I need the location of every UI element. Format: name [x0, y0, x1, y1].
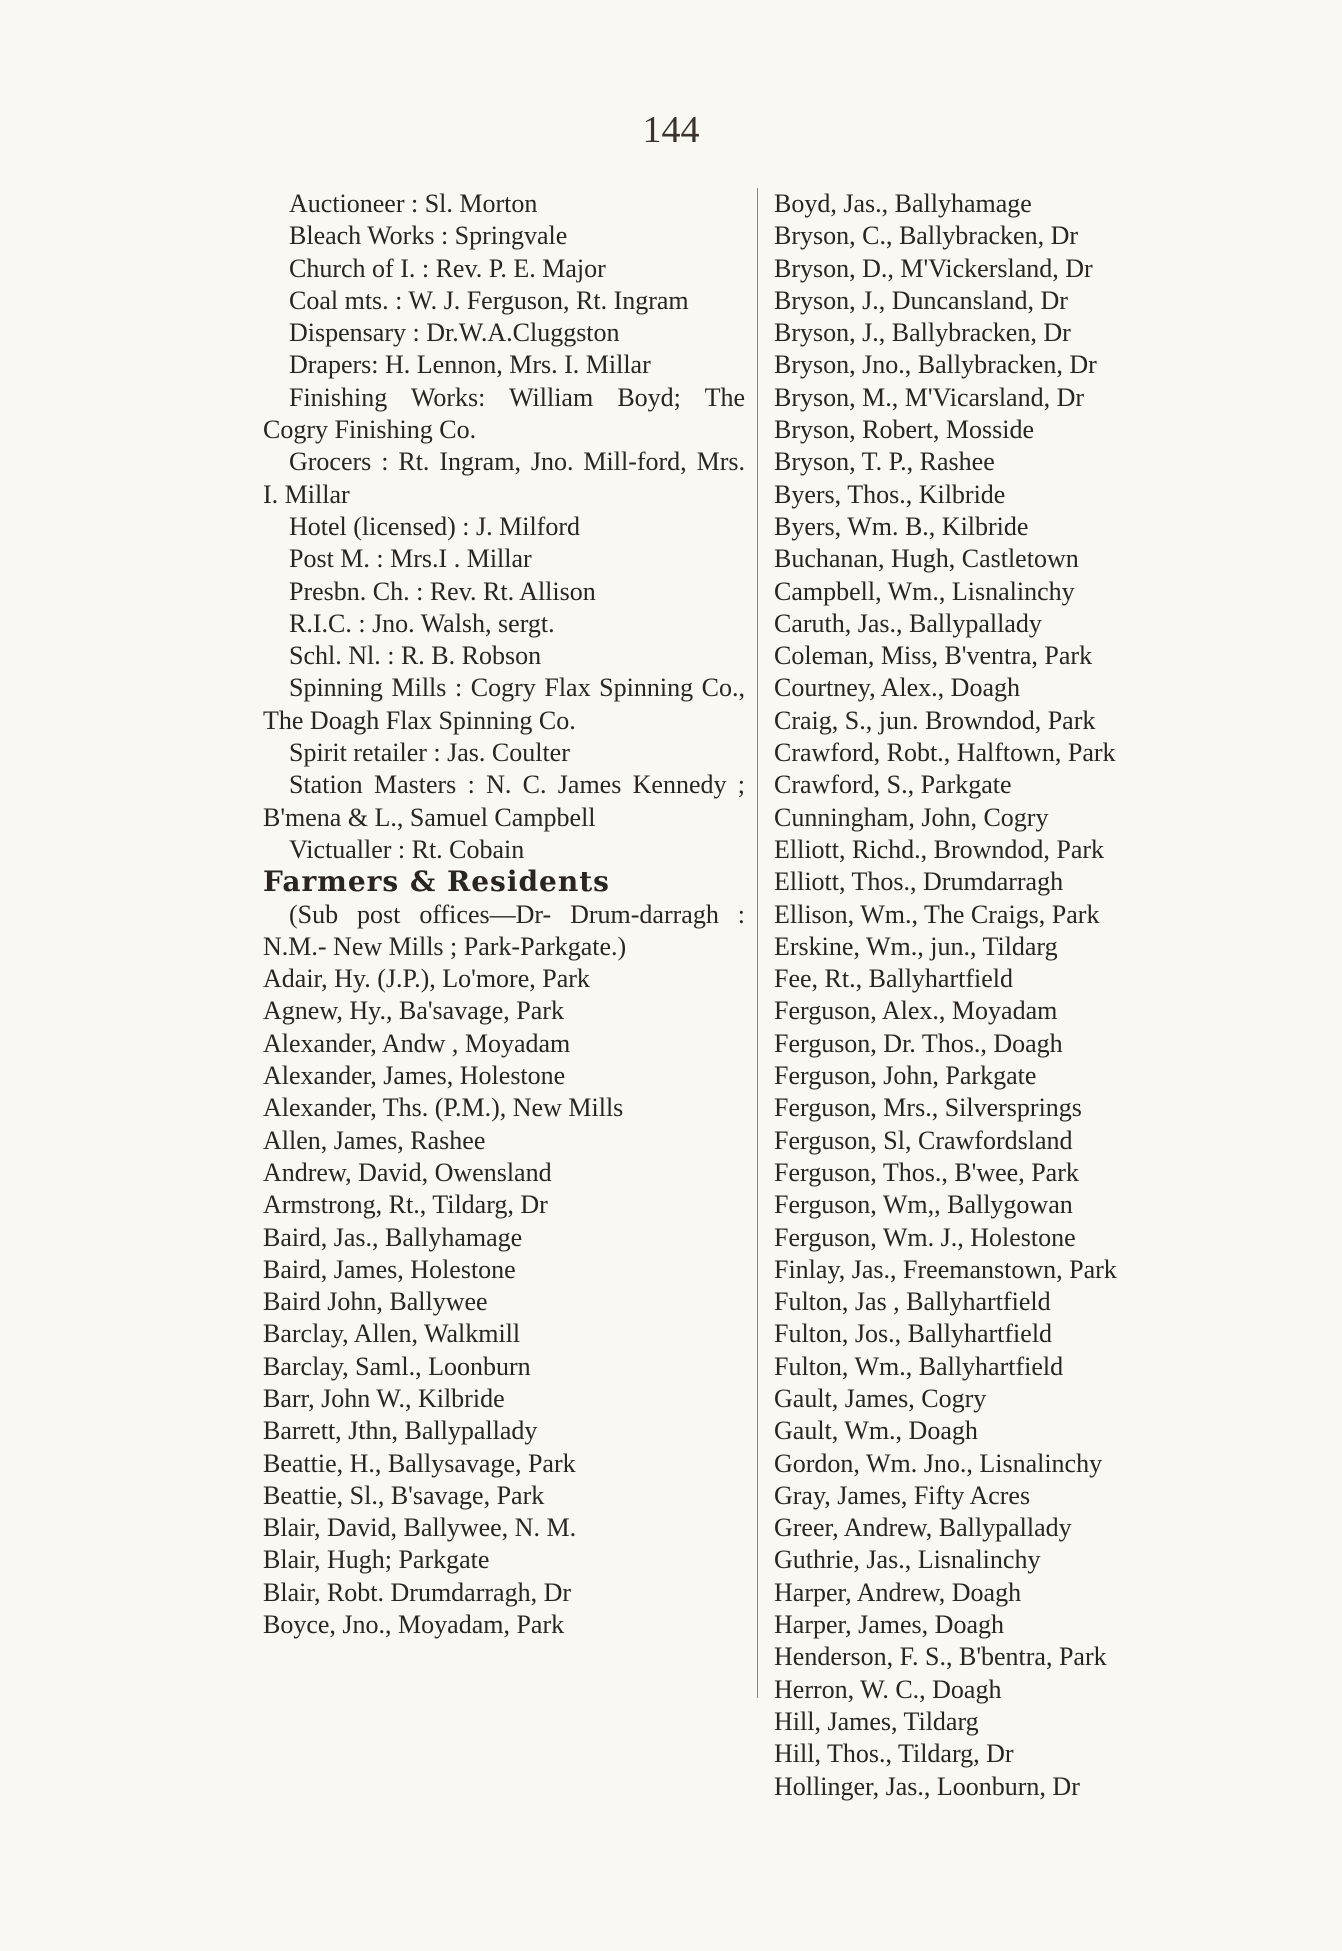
resident-entry: Henderson, F. S., B'bentra, Park [774, 1642, 1107, 1672]
resident-entry: Cunningham, John, Cogry [774, 802, 1049, 832]
resident-entry: Courtney, Alex., Doagh [774, 673, 1020, 703]
resident-entry: Fee, Rt., Ballyhartfield [774, 964, 1014, 994]
trade-entry: Spirit retailer : Jas. Coulter [289, 738, 570, 768]
resident-entry: Hollinger, Jas., Loonburn, Dr [774, 1771, 1080, 1801]
resident-entry: Greer, Andrew, Ballypallady [774, 1513, 1072, 1543]
column-divider [757, 188, 758, 1698]
resident-entry: Byers, Thos., Kilbride [774, 479, 1006, 509]
resident-entry: Ellison, Wm., The Craigs, Park [774, 899, 1100, 929]
trades-list [263, 188, 745, 866]
resident-entry: Bryson, Jno., Ballybracken, Dr [774, 350, 1097, 380]
trade-entry: Spinning Mills : Cogry Flax Spinning Co., The Doagh Flax Spinning Co. [263, 673, 745, 735]
resident-entry: Armstrong, Rt., Tildarg, Dr [263, 1190, 548, 1220]
resident-entry: Blair, Hugh; Parkgate [263, 1545, 490, 1575]
resident-entry: Agnew, Hy., Ba'savage, Park [263, 996, 564, 1026]
resident-entry: Adair, Hy. (J.P.), Lo'more, Park [263, 964, 590, 994]
resident-entry: Fulton, Wm., Ballyhartfield [774, 1351, 1064, 1381]
resident-entry: Crawford, S., Parkgate [774, 770, 1012, 800]
right-column [774, 188, 1329, 1803]
resident-entry: Finlay, Jas., Freemanstown, Park [774, 1254, 1117, 1284]
trade-entry: Station Masters : N. C. James Kennedy ; B'mena & L., Samuel Campbell [263, 770, 745, 832]
section-note: (Sub post offices—Dr- Drum-darragh : N.M.- New Mills ; Park-Parkgate.) [263, 899, 745, 961]
resident-entry: Gordon, Wm. Jno., Lisnalinchy [774, 1448, 1103, 1478]
trade-entry: Coal mts. : W. J. Ferguson, Rt. Ingram [289, 285, 689, 315]
resident-entry: Ferguson, Wm,, Ballygowan [774, 1190, 1073, 1220]
resident-entry: Ferguson, Alex., Moyadam [774, 996, 1058, 1026]
resident-entry: Alexander, Ths. (P.M.), New Mills [263, 1093, 624, 1123]
resident-entry: Ferguson, Wm. J., Holestone [774, 1222, 1076, 1252]
resident-entry: Campbell, Wm., Lisnalinchy [774, 576, 1075, 606]
trade-entry: Presbn. Ch. : Rev. Rt. Allison [289, 576, 596, 606]
resident-entry: Gray, James, Fifty Acres [774, 1480, 1031, 1510]
resident-entry: Gault, James, Cogry [774, 1383, 987, 1413]
trade-entry: Grocers : Rt. Ingram, Jno. Mill-ford, Mrs. I. Millar [263, 447, 745, 509]
trade-entry: Bleach Works : Springvale [289, 221, 568, 251]
resident-entry: Barrett, Jthn, Ballypallady [263, 1416, 538, 1446]
trade-entry: Auctioneer : Sl. Morton [289, 189, 538, 218]
page-number: 144 [642, 109, 700, 151]
trade-entry: Drapers: H. Lennon, Mrs. I. Millar [289, 350, 651, 380]
resident-entry: Boyd, Jas., Ballyhamage [774, 189, 1032, 218]
resident-entry: Baird, James, Holestone [263, 1254, 516, 1284]
resident-entry: Andrew, David, Owensland [263, 1157, 552, 1187]
trade-entry: Dispensary : Dr.W.A.Cluggston [289, 318, 620, 348]
resident-entry: Barr, John W., Kilbride [263, 1383, 505, 1413]
resident-entry: Ferguson, Dr. Thos., Doagh [774, 1028, 1063, 1058]
resident-entry: Ferguson, Mrs., Silversprings [774, 1093, 1082, 1123]
left-column [263, 188, 745, 1641]
resident-entry: Ferguson, Thos., B'wee, Park [774, 1157, 1079, 1187]
resident-entry: Craig, S., jun. Browndod, Park [774, 705, 1096, 735]
resident-entry: Alexander, James, Holestone [263, 1061, 566, 1091]
resident-entry: Coleman, Miss, B'ventra, Park [774, 641, 1093, 671]
resident-entry: Bryson, D., M'Vickersland, Dr [774, 253, 1093, 283]
trade-entry: Church of I. : Rev. P. E. Major [289, 253, 606, 283]
trade-entry: Hotel (licensed) : J. Milford [289, 511, 580, 541]
resident-entry: Hill, James, Tildarg [774, 1706, 979, 1736]
resident-entry: Fulton, Jas , Ballyhartfield [774, 1287, 1051, 1317]
resident-entry: Allen, James, Rashee [263, 1125, 486, 1155]
resident-entry: Bryson, T. P., Rashee [774, 447, 995, 477]
resident-entry: Bryson, J., Ballybracken, Dr [774, 318, 1071, 348]
resident-entry: Boyce, Jno., Moyadam, Park [263, 1610, 565, 1640]
resident-entry: Byers, Wm. B., Kilbride [774, 511, 1029, 541]
resident-entry: Hill, Thos., Tildarg, Dr [774, 1739, 1014, 1769]
resident-entry: Beattie, Sl., B'savage, Park [263, 1480, 545, 1510]
trade-entry: Victualler : Rt. Cobain [289, 834, 525, 864]
trade-entry: Finishing Works: William Boyd; The Cogry Finishing Co. [263, 382, 745, 445]
resident-entry: Elliott, Richd., Browndod, Park [774, 834, 1105, 864]
resident-entry: Guthrie, Jas., Lisnalinchy [774, 1545, 1041, 1575]
resident-entry: Gault, Wm., Doagh [774, 1416, 978, 1446]
resident-entry: Alexander, Andw , Moyadam [263, 1028, 571, 1058]
resident-entry: Ferguson, John, Parkgate [774, 1061, 1037, 1091]
resident-entry: Fulton, Jos., Ballyhartfield [774, 1319, 1053, 1349]
resident-entry: Bryson, M., M'Vicarsland, Dr [774, 382, 1085, 412]
trade-entry: R.I.C. : Jno. Walsh, sergt. [289, 608, 555, 638]
resident-entry: Beattie, H., Ballysavage, Park [263, 1448, 576, 1478]
resident-entry: Baird, Jas., Ballyhamage [263, 1222, 523, 1252]
resident-entry: Erskine, Wm., jun., Tildarg [774, 931, 1058, 961]
resident-entry: Elliott, Thos., Drumdarragh [774, 867, 1064, 897]
resident-entry: Harper, Andrew, Doagh [774, 1577, 1022, 1607]
trade-entry: Schl. Nl. : R. B. Robson [289, 641, 542, 671]
left-residents-list [263, 963, 745, 1641]
resident-entry: Crawford, Robt., Halftown, Park [774, 738, 1116, 768]
resident-entry: Bryson, Robert, Mosside [774, 415, 1034, 445]
resident-entry: Herron, W. C., Doagh [774, 1674, 1002, 1704]
resident-entry: Caruth, Jas., Ballypallady [774, 608, 1042, 638]
resident-entry: Blair, Robt. Drumdarragh, Dr [263, 1577, 572, 1607]
resident-entry: Bryson, J., Duncansland, Dr [774, 285, 1068, 315]
trade-entry: Post M. : Mrs.I . Millar [289, 544, 532, 574]
resident-entry: Barclay, Saml., Loonburn [263, 1351, 531, 1381]
resident-entry: Buchanan, Hugh, Castletown [774, 544, 1079, 574]
resident-entry: Bryson, C., Ballybracken, Dr [774, 221, 1079, 251]
resident-entry: Baird John, Ballywee [263, 1287, 488, 1317]
resident-entry: Barclay, Allen, Walkmill [263, 1319, 521, 1349]
resident-entry: Ferguson, Sl, Crawfordsland [774, 1125, 1073, 1155]
section-heading: Farmers & Residents [263, 865, 610, 899]
resident-entry: Blair, David, Ballywee, N. M. [263, 1513, 577, 1543]
resident-entry: Harper, James, Doagh [774, 1610, 1004, 1640]
